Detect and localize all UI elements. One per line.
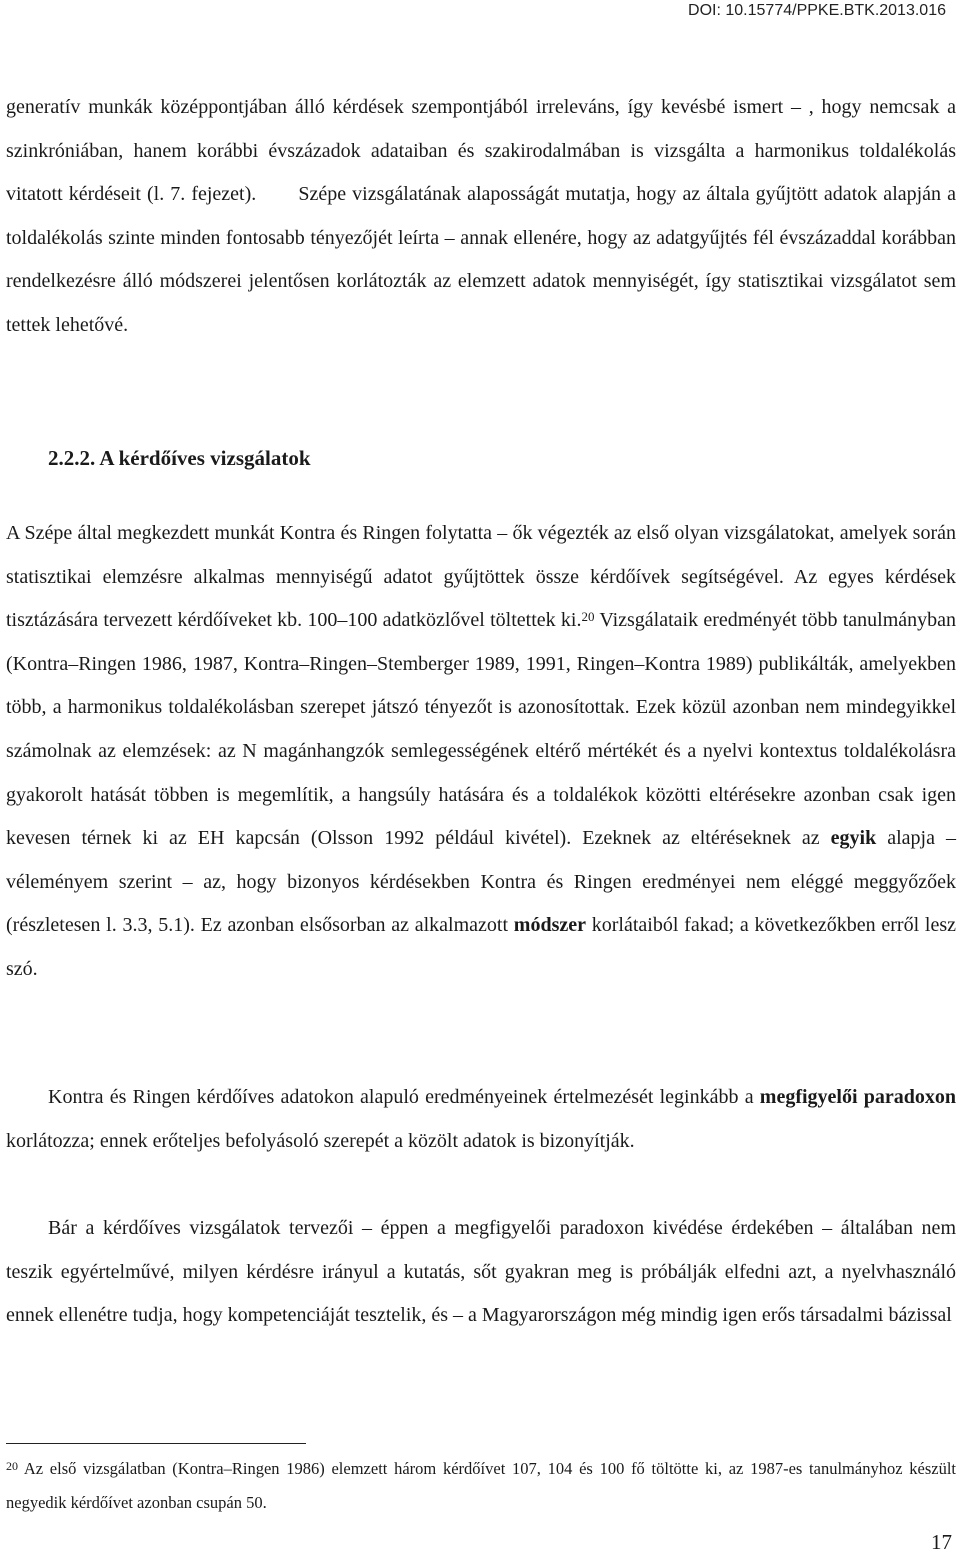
- paragraph-3-text-b: korlátozza; ennek erőteljes befolyásoló szerepét a közölt adatok is bizonyítják.: [6, 1129, 635, 1152]
- footnote-reference[interactable]: 20: [581, 609, 595, 625]
- page-number: 17: [931, 1530, 952, 1554]
- paragraph-4: [6, 1207, 956, 1338]
- paragraph-2-text-b: Vizsgálataik eredményét több tanulmányban (Kontra–Ringen 1986, 1987, Kontra–Ringen–Stemberger 1989, 1991, Ringen–Kontra 1989) publikálták, amelyekben több, a harmonikus toldalékolásban szerepet játszó tényezőt is azonosítottak. Ezek közül azonban nem mindegyikkel számolnak az elemzések: az N magánhangzók semlegességének eltérő mértékét és a nyelvi kontextus toldalékolásra gyakorolt hatását többen is megemlítik, a hangsúly hatására és a toldalékok közötti eltérésekre azonban csak igen kevesen térnek ki az EH kapcsán (Olsson 1992 például kivétel). Ezeknek az eltéréseknek az: [6, 609, 957, 850]
- paragraph-1-text-b: Szépe vizsgálatának alaposságát mutatja, hogy az általa gyűjtött adatok alapján a toldalékolás szinte minden fontosabb tényezőjét leírta – annak ellenére, hogy az adatgyűjtés fél évszázaddal korábban rendelkezésre álló módszerei jelentősen korlátozták az elemzett adatok mennyiségét, így statisztikai vizsgálatot sem tettek lehetővé.: [6, 183, 956, 336]
- paragraph-3: [6, 1076, 956, 1163]
- emphasis-modszer: módszer: [513, 914, 586, 937]
- doi-header: DOI: 10.15774/PPKE.BTK.2013.016: [688, 2, 946, 19]
- paragraph-2-text-d: korlátaiból fakad; a következőkben erről lesz szó.: [6, 914, 956, 980]
- footnote-number: 20: [6, 1459, 18, 1473]
- emphasis-egyik: egyik: [830, 827, 877, 850]
- paragraph-3-text-a: Kontra és Ringen kérdőíves adatokon alapuló eredményeinek értelmezését leginkább a: [48, 1086, 760, 1108]
- footnote-separator: [6, 1443, 306, 1444]
- footnote: [6, 1452, 956, 1520]
- paragraph-4-text: Bár a kérdőíves vizsgálatok tervezői – éppen a megfigyelői paradoxon kivédése érdekében – általában nem teszik egyértelművé, milyen kérdésre irányul a kutatás, sőt gyakran meg is próbálják elfedni azt, a nyelvhasználó ennek ellenétre tudja, hogy kompetenciáját tesztelik, és – a Magyarországon még mindig igen erős társadalmi bázissal: [6, 1217, 956, 1327]
- section-heading: 2.2.2. A kérdőíves vizsgálatok: [48, 446, 311, 470]
- paragraph-1-text-a: generatív munkák középpontjában álló kérdések szempontjából irreleváns, így kevésbé ismert – , hogy nemcsak a szinkróniában, hanem korábbi évszázadok adataiban és szakirodalmában is vizsgálta a harmonikus toldalékolás vitatott kérdéseit (l. 7. fejezet).: [6, 96, 956, 206]
- paragraph-1: [6, 86, 956, 348]
- paragraph-2-text-a: A Szépe által megkezdett munkát Kontra és Ringen folytatta – ők végezték az első olyan vizsgálatokat, amelyek során statisztikai elemzésre alkalmas mennyiségű adatot gyűjtöttek össze kérdőívek segítségével. Az egyes kérdések tisztázására tervezett kérdőíveket kb. 100–100 adatközlővel töltettek ki.: [6, 522, 956, 632]
- paragraph-2: [6, 512, 956, 992]
- footnote-text: Az első vizsgálatban (Kontra–Ringen 1986) elemzett három kérdőívet 107, 104 és 100 fő töltötte ki, az 1987-es tanulmányhoz készült negyedik kérdőívet azonban csupán 50.: [6, 1459, 956, 1512]
- paragraph-2-text-c: alapja – véleményem szerint – az, hogy bizonyos kérdésekben Kontra és Ringen eredményei nem eléggé meggyőzőek (részletesen l. 3.3, 5.1). Ez azonban elsősorban az alkalmazott: [6, 827, 957, 937]
- emphasis-megfigyeloi-paradoxon: megfigyelői paradoxon: [759, 1086, 956, 1108]
